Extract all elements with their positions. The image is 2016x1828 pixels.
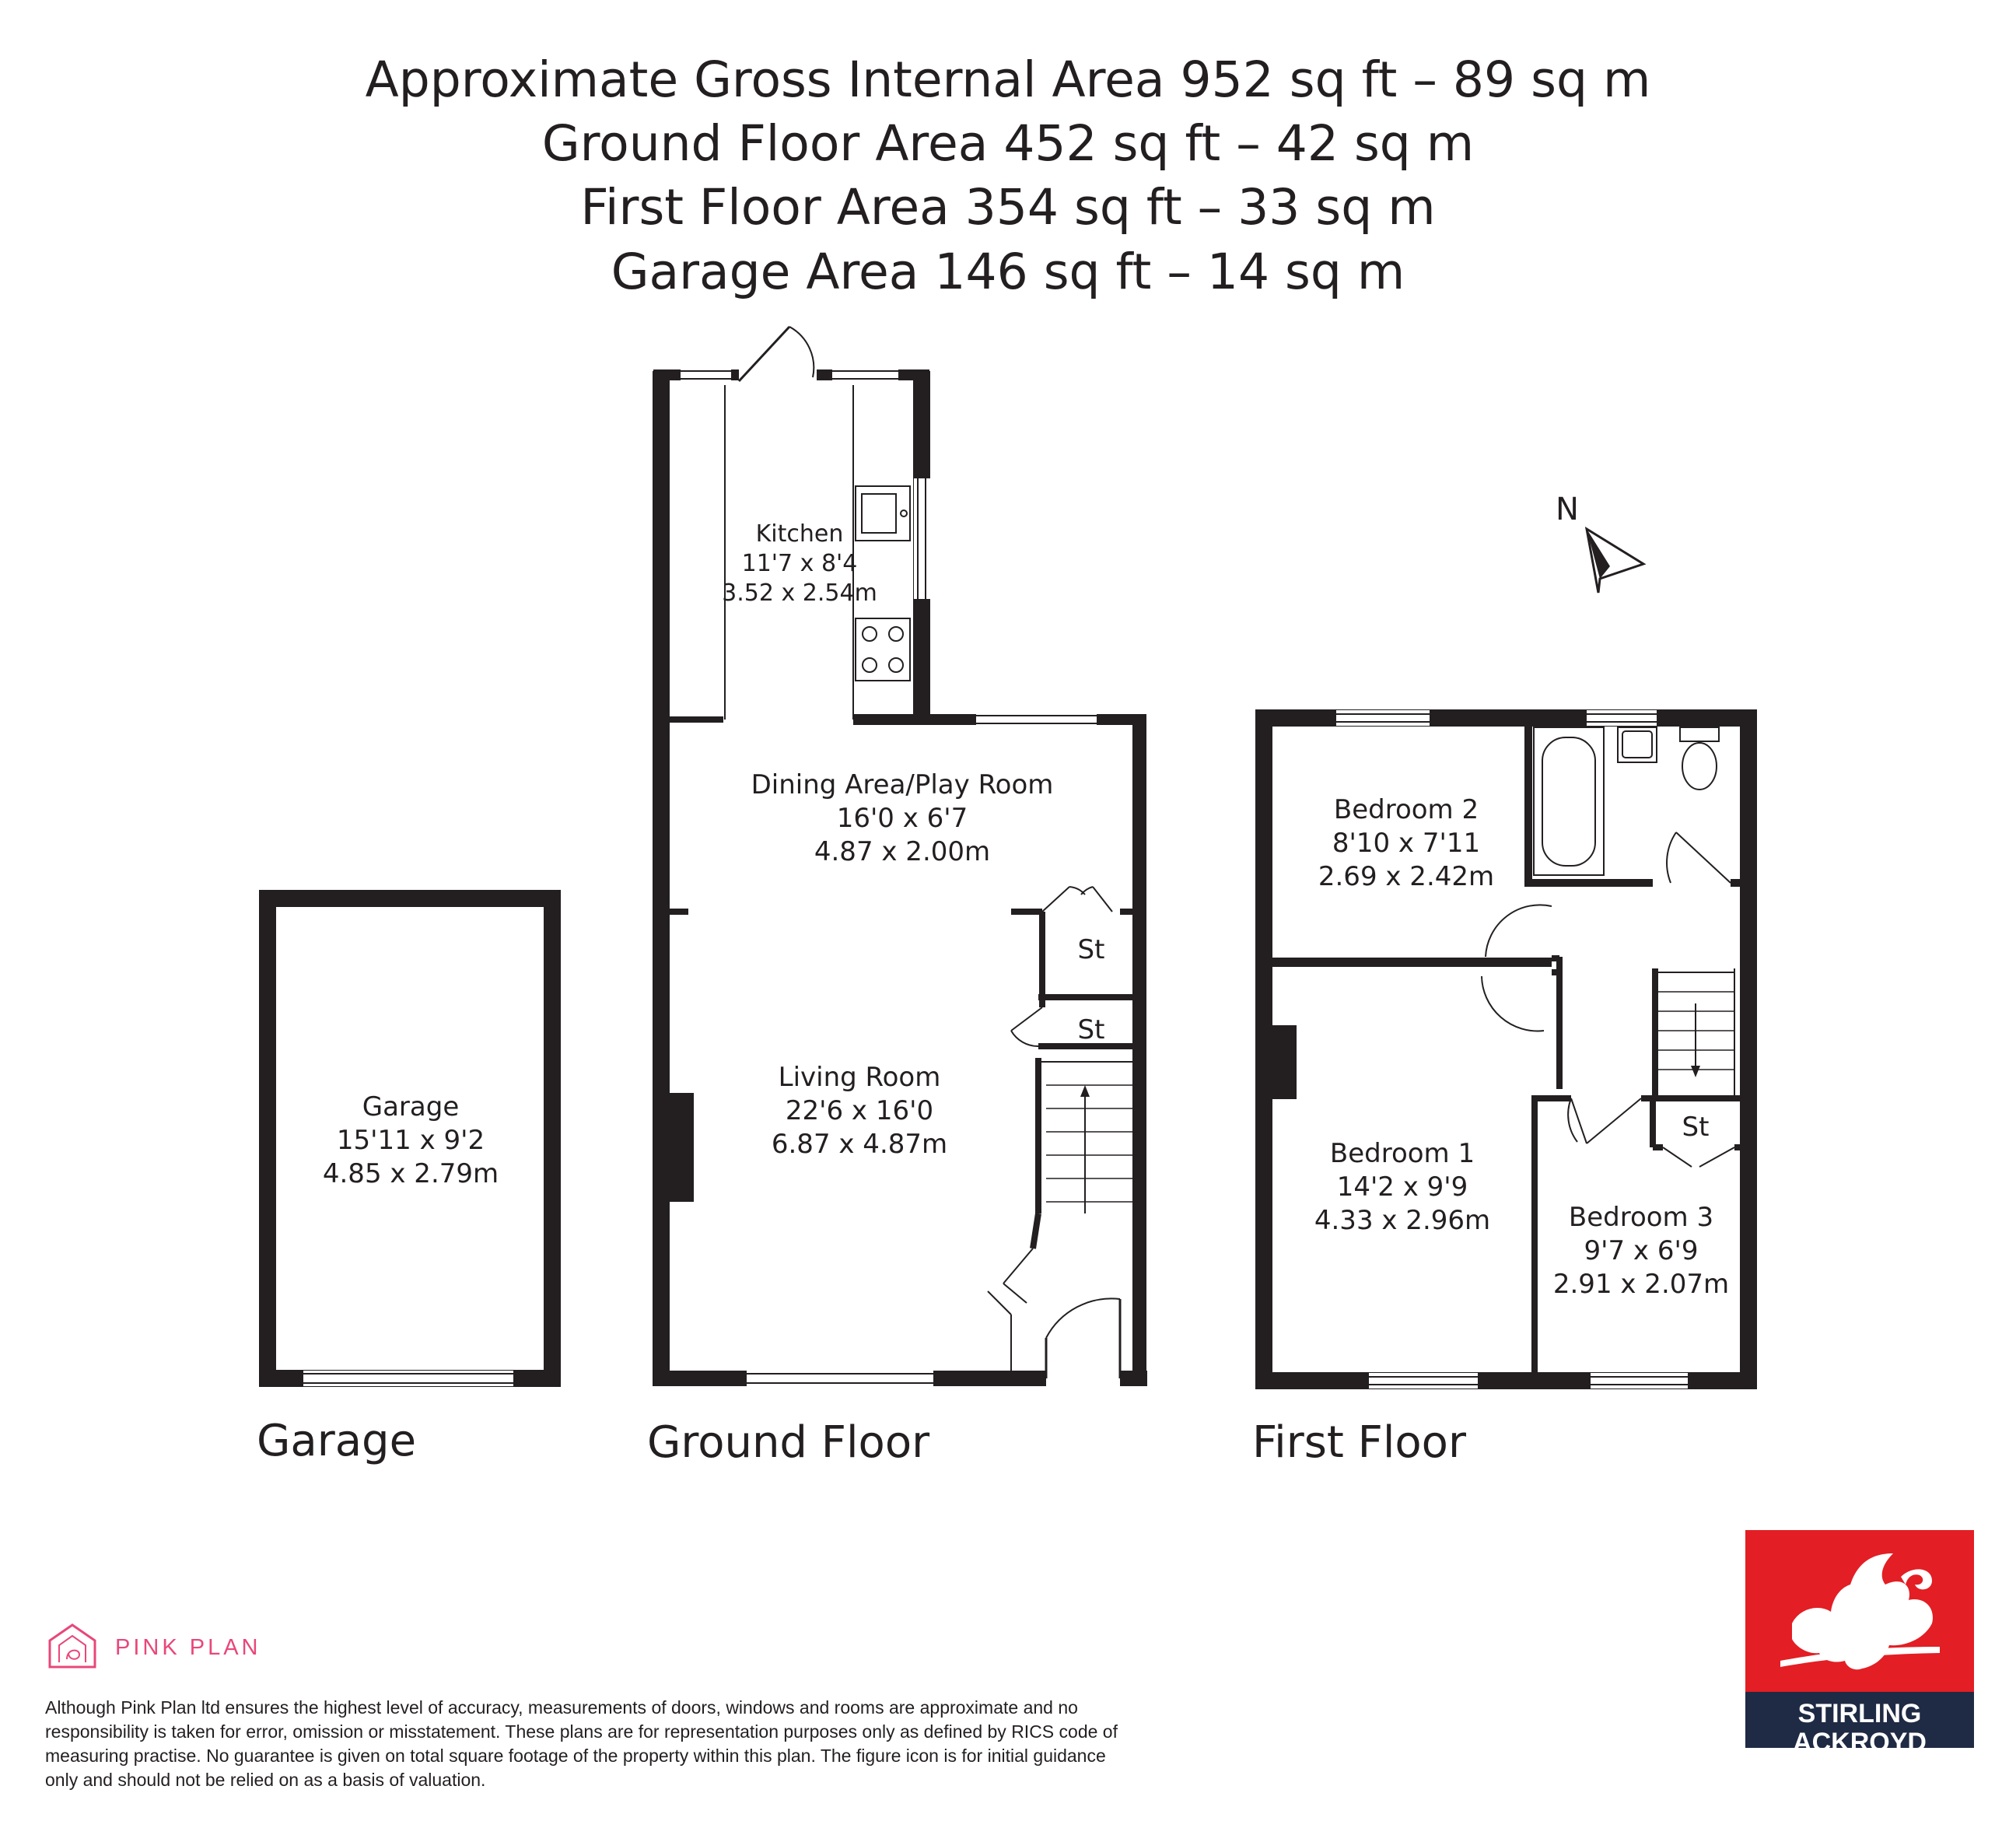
first-floor-area-title: First Floor Area 354 sq ft – 33 sq m xyxy=(580,179,1436,236)
room-bedroom3-label xyxy=(1553,1201,1729,1301)
first-floor-caption: First Floor xyxy=(1252,1417,1466,1468)
room-size-metric: 4.87 x 2.00m xyxy=(814,836,991,867)
gross-area-title: Approximate Gross Internal Area 952 sq ft – 89 sq m xyxy=(365,51,1651,108)
room-size-metric: 4.85 x 2.79m xyxy=(322,1158,499,1189)
room-store-first-label xyxy=(1682,1111,1710,1144)
room-name: St xyxy=(1077,1014,1105,1045)
room-size-metric: 3.52 x 2.54m xyxy=(722,580,877,607)
garage-area-title: Garage Area 146 sq ft – 14 sq m xyxy=(611,243,1405,300)
stirling-ackroyd-logo xyxy=(1745,1530,1974,1757)
room-name: Garage xyxy=(362,1091,460,1122)
ground-floor-area-title: Ground Floor Area 452 sq ft – 42 sq m xyxy=(541,115,1475,172)
compass-north-label: N xyxy=(1556,492,1579,527)
room-name: Kitchen xyxy=(755,520,844,548)
garage-caption: Garage xyxy=(257,1416,417,1466)
griffin-icon xyxy=(1745,1530,1974,1692)
room-size-metric: 2.69 x 2.42m xyxy=(1318,861,1495,892)
ground-floor-caption: Ground Floor xyxy=(647,1417,930,1468)
room-bedroom1-label xyxy=(1314,1137,1490,1238)
room-name: Bedroom 3 xyxy=(1568,1202,1714,1233)
room-living-label xyxy=(772,1061,947,1161)
agent-wordmark-line1: STIRLING xyxy=(1797,1699,1922,1728)
disclaimer-text: Although Pink Plan ltd ensures the highest level of accuracy, measurements of doors, windows and rooms are approximate and no responsibility is taken for error, omission or misstatement. These plans are for representation purposes only as defined by RICS code of measuring practise. No guarantee is given on total square footage of the property within this plan. The figure icon is for initial guidance only and should not be relied on as a basis of valuation. xyxy=(45,1697,1118,1790)
room-size-imperial: 15'11 x 9'2 xyxy=(336,1125,485,1156)
room-name: St xyxy=(1077,934,1105,965)
room-size-metric: 4.33 x 2.96m xyxy=(1314,1205,1491,1236)
room-garage-label xyxy=(323,1091,499,1191)
agent-wordmark xyxy=(1745,1700,1974,1757)
pink-plan-wordmark: PINK PLAN xyxy=(115,1635,261,1660)
logo-red-panel xyxy=(1745,1530,1974,1692)
room-name: Living Room xyxy=(778,1062,941,1093)
room-size-metric: 6.87 x 4.87m xyxy=(771,1129,948,1160)
agent-wordmark-line2: ACKROYD xyxy=(1793,1728,1927,1757)
room-size-imperial: 16'0 x 6'7 xyxy=(836,803,968,834)
room-size-imperial: 14'2 x 9'9 xyxy=(1336,1171,1468,1203)
room-store-ground-1-label xyxy=(1078,933,1105,967)
room-size-imperial: 8'10 x 7'11 xyxy=(1332,828,1481,859)
room-name: St xyxy=(1682,1112,1710,1143)
room-size-imperial: 22'6 x 16'0 xyxy=(785,1095,934,1126)
room-name: Dining Area/Play Room xyxy=(751,769,1054,800)
room-size-imperial: 11'7 x 8'4 xyxy=(741,550,858,577)
compass-arrow xyxy=(1587,529,1643,593)
room-kitchen-label xyxy=(722,520,877,608)
room-name: Bedroom 1 xyxy=(1329,1138,1475,1169)
room-dining-label xyxy=(751,769,1054,869)
room-store-ground-2-label xyxy=(1078,1014,1105,1047)
room-name: Bedroom 2 xyxy=(1333,794,1479,825)
room-size-metric: 2.91 x 2.07m xyxy=(1552,1269,1730,1300)
room-bedroom2-label xyxy=(1318,793,1494,894)
pink-plan-logo-icon xyxy=(45,1622,100,1672)
room-size-imperial: 9'7 x 6'9 xyxy=(1584,1235,1699,1266)
